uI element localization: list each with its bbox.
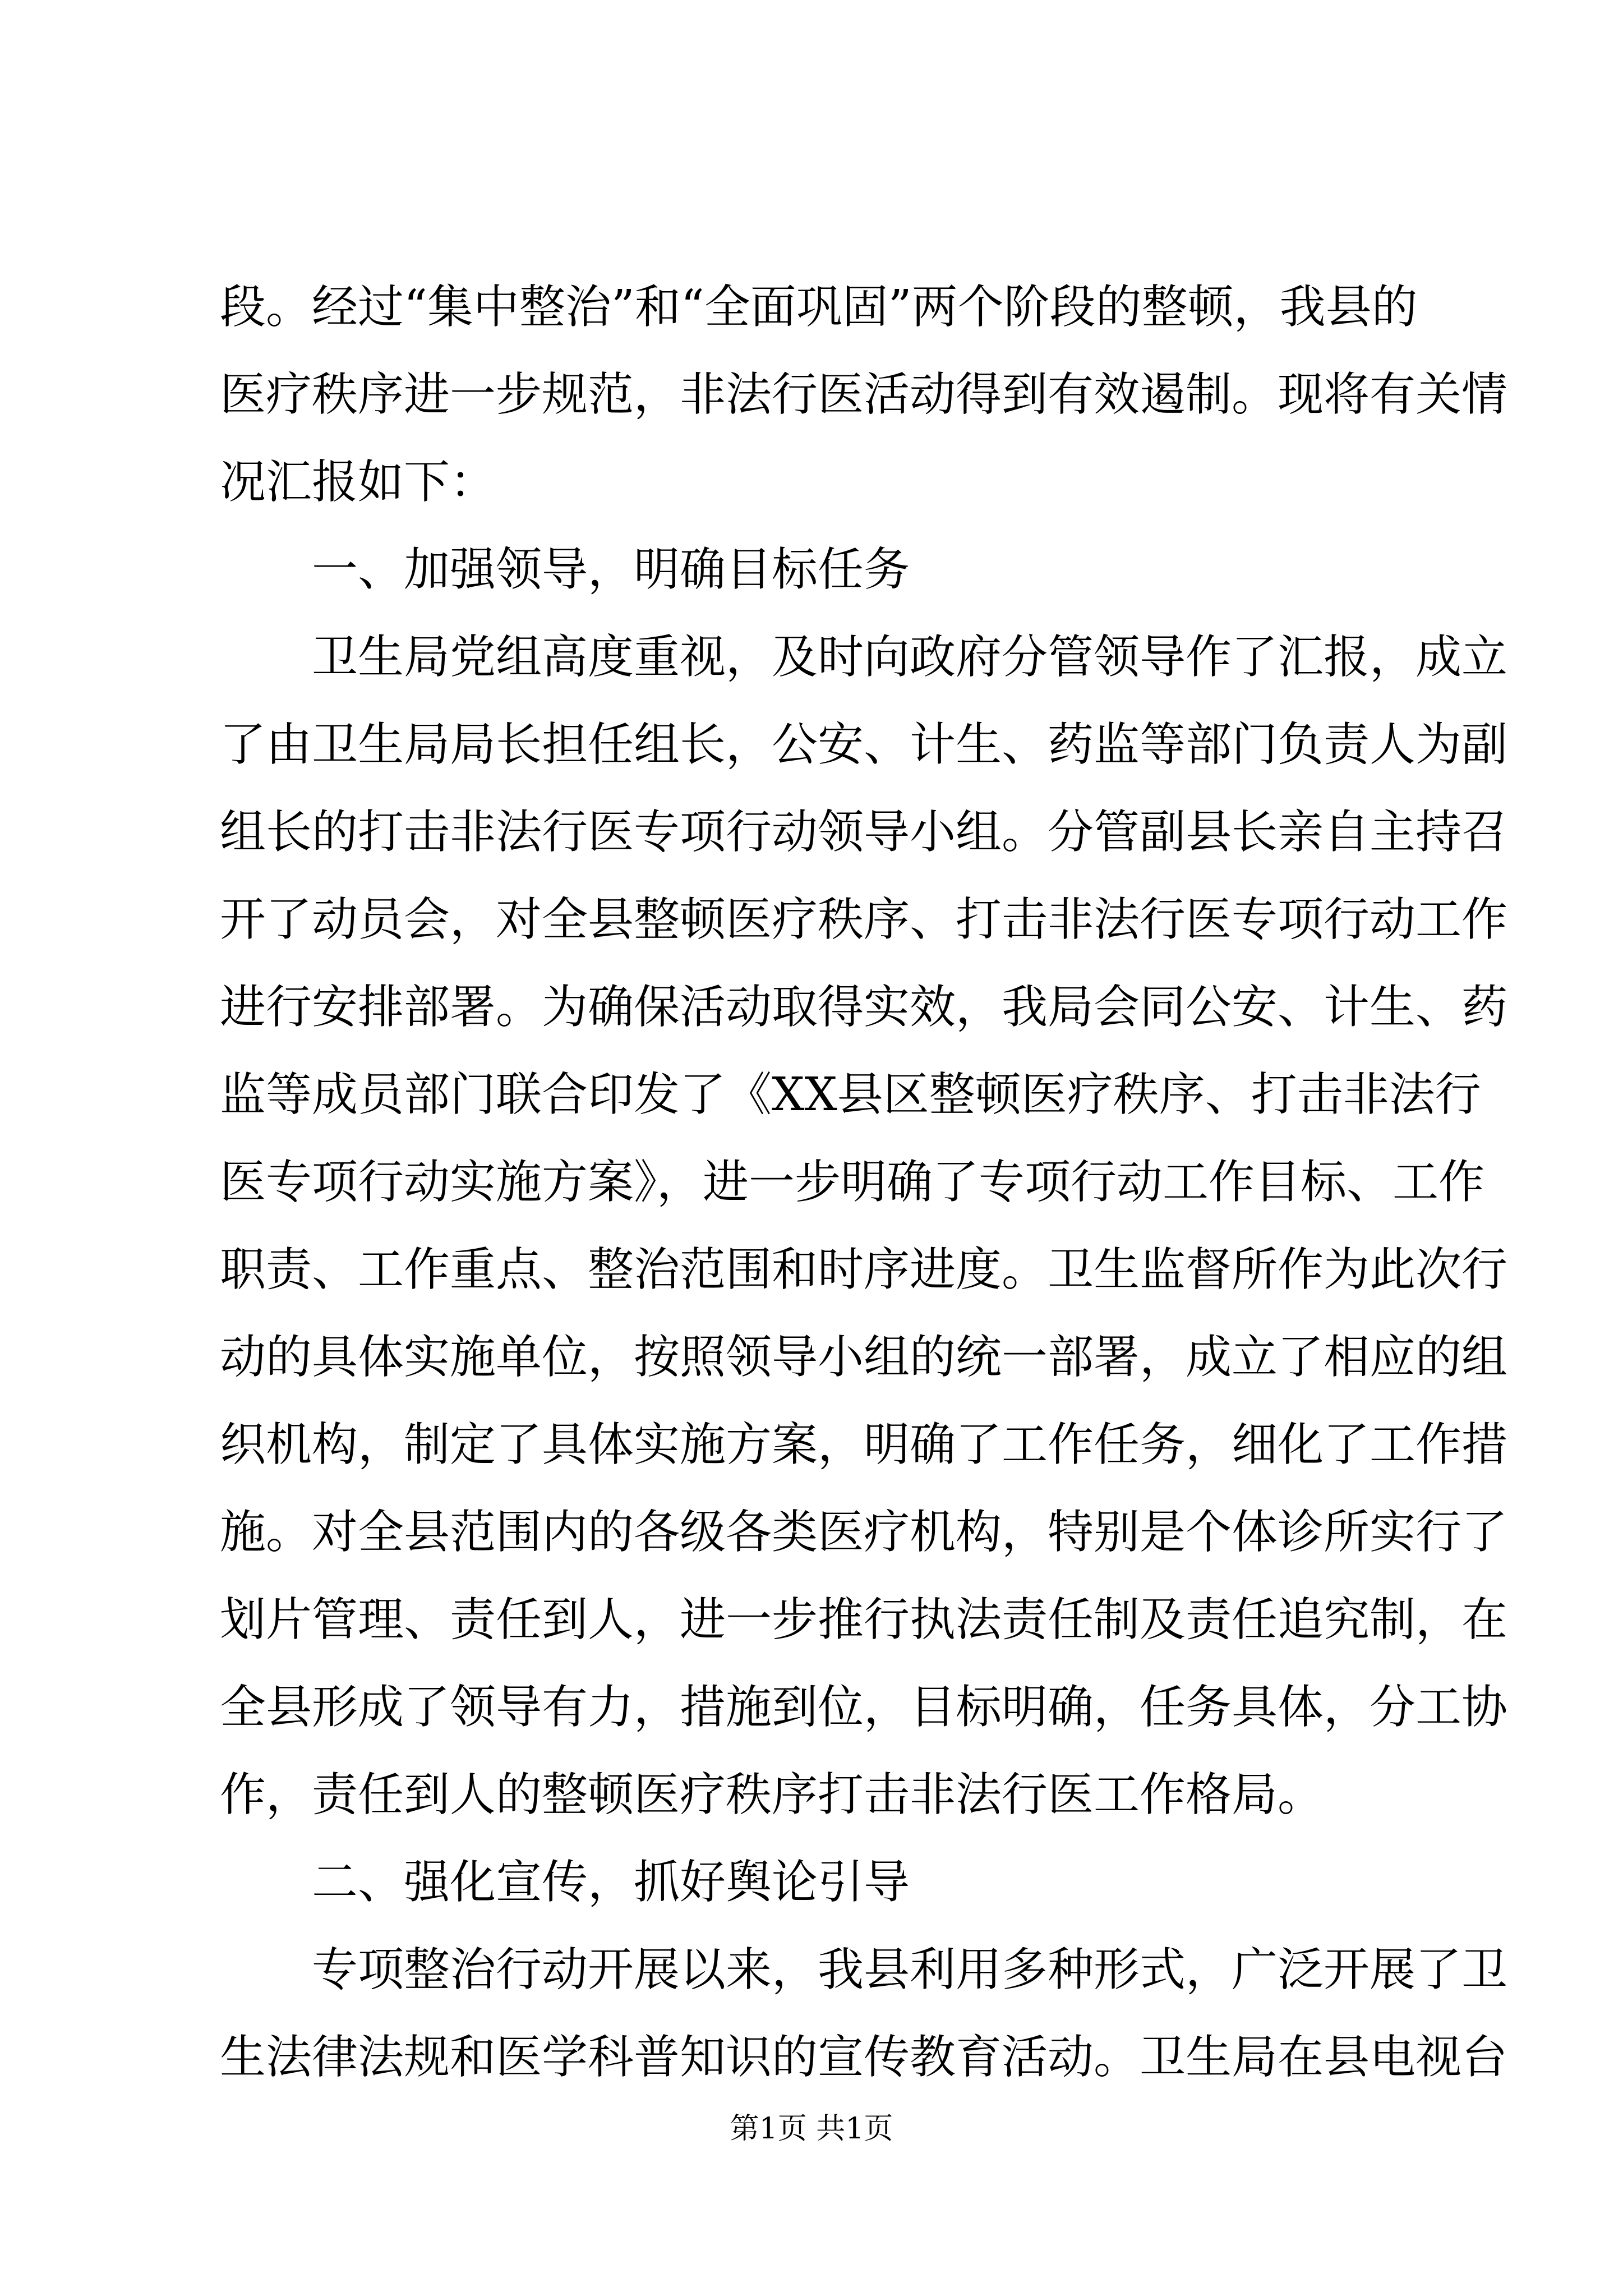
body-line: 施。对全县范围内的各级各类医疗机构，特别是个体诊所实行了 [220,1506,1508,1559]
page-footer: 第1页 共1页 [730,2112,893,2146]
body-line: 了由卫生局局长担任组长，公安、计生、药监等部门负责人为副 [220,718,1508,771]
body-line: 段。经过“集中整治”和“全面巩固”两个阶段的整顿，我县的 [220,280,1418,334]
section-heading-1: 一、加强领导，明确目标任务 [312,543,910,596]
body-line: 织机构，制定了具体实施方案，明确了工作任务，细化了工作措 [220,1418,1508,1471]
document-body [220,264,1508,2101]
body-line: 卫生局党组高度重视，及时向政府分管领导作了汇报，成立 [312,631,1508,684]
body-line: 进行安排部署。为确保活动取得实效，我局会同公安、计生、药 [220,981,1508,1034]
body-line: 医专项行动实施方案》，进一步明确了专项行动工作目标、工作 [220,1156,1485,1209]
body-line: 况汇报如下： [220,455,496,509]
body-line: 作，责任到人的整顿医疗秩序打击非法行医工作格局。 [220,1768,1324,1821]
body-line: 划片管理、责任到人，进一步推行执法责任制及责任追究制，在 [220,1593,1508,1646]
body-line: 监等成员部门联合印发了《XX县区整顿医疗秩序、打击非法行 [220,1068,1481,1121]
body-line: 职责、工作重点、整治范围和时序进度。卫生监督所作为此次行 [220,1243,1508,1296]
body-line: 开了动员会，对全县整顿医疗秩序、打击非法行医专项行动工作 [220,893,1508,946]
body-line: 全县形成了领导有力，措施到位，目标明确，任务具体，分工协 [220,1681,1508,1734]
body-line: 生法律法规和医学科普知识的宣传教育活动。卫生局在县电视台 [220,2031,1508,2084]
body-line: 组长的打击非法行医专项行动领导小组。分管副县长亲自主持召 [220,806,1508,859]
body-line: 专项整治行动开展以来，我县利用多种形式，广泛开展了卫 [312,1943,1508,1996]
body-line: 动的具体实施单位，按照领导小组的统一部署，成立了相应的组 [220,1331,1508,1384]
body-line: 医疗秩序进一步规范，非法行医活动得到有效遏制。现将有关情 [220,368,1508,421]
section-heading-2: 二、强化宣传，抓好舆论引导 [312,1856,910,1909]
